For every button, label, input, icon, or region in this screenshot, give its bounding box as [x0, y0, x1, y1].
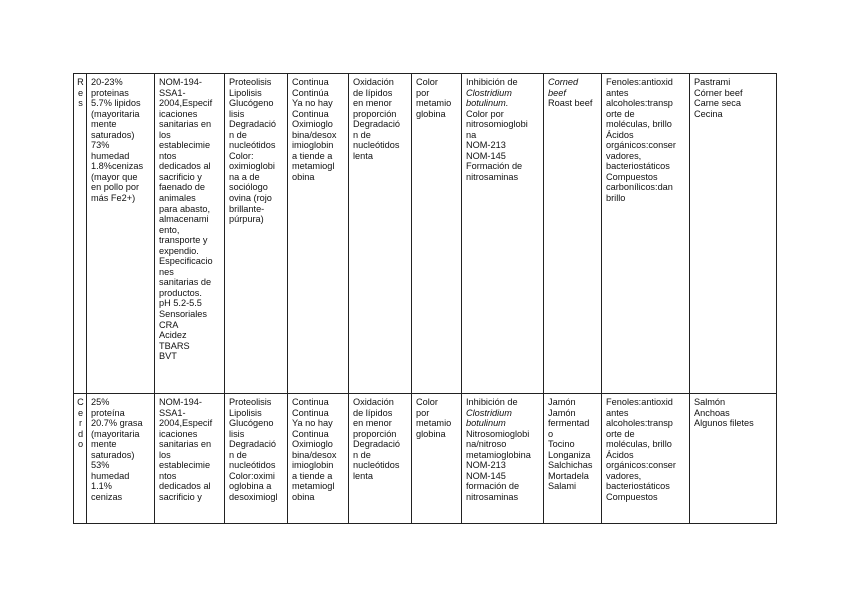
cell-text-line: Continua	[292, 397, 329, 407]
cell-text-line: a tiende a	[292, 470, 333, 481]
cell-text-line: Color:oximi	[229, 470, 275, 481]
cell-text-line: CRA	[159, 319, 179, 330]
cell-text-line: brillante-	[229, 203, 265, 214]
cell-text-line: Roast beef	[548, 98, 593, 109]
cell-text-line: NOM-213	[466, 140, 506, 151]
cell-text-line: en menor	[353, 98, 392, 109]
cell-text-line: Compuestos	[606, 171, 658, 182]
products-cell	[544, 74, 602, 394]
cell-text-line: icaciones	[159, 108, 198, 119]
cell-text-line: Anchoas	[694, 407, 730, 418]
biochemical-changes-cell	[225, 74, 288, 394]
cell-text-line: Algunos filetes	[694, 418, 754, 429]
cell-text-line: e	[77, 87, 84, 98]
cell-text-line: Fenoles:antioxid	[606, 397, 673, 407]
cell-text-line: productos.	[159, 287, 202, 298]
cell-text-line: Color	[416, 397, 438, 407]
cell-text-line: botulinum	[466, 418, 506, 429]
cell-text-line: na a de	[229, 171, 260, 182]
cell-text-line: NOM-145	[466, 470, 506, 481]
cell-text-line: saturados)	[91, 449, 135, 460]
table-body	[74, 74, 777, 524]
smoked-products-cell	[690, 394, 777, 524]
cell-text-line: dedicados al	[159, 481, 211, 492]
cell-text-line: orgánicos:conser	[606, 140, 676, 151]
cell-text-line: Salchichas	[548, 460, 593, 471]
cell-text-line: orte de	[606, 428, 635, 439]
cell-text-line: oximioglobi	[229, 161, 275, 172]
cell-text-line: nitrosaminas	[466, 491, 519, 502]
cell-text-line: Salami	[548, 481, 577, 492]
cell-text-line: nes	[159, 266, 174, 277]
cell-text-line: 73%	[91, 140, 110, 151]
cell-text-line: bacteriostáticos	[606, 161, 670, 172]
cell-text-line: transporte y	[159, 235, 208, 246]
cell-text-line: Glucógeno	[229, 98, 274, 109]
cell-text-line: alcoholes:transp	[606, 98, 673, 109]
cell-text-line: metamio	[416, 418, 452, 429]
regulation-cell	[155, 394, 225, 524]
cell-text-line: orgánicos:conser	[606, 460, 676, 471]
cell-text-line: Proteolisis	[229, 397, 272, 407]
cell-text-line: (mayoritaria	[91, 108, 140, 119]
cell-text-line: botulinum.	[466, 98, 509, 109]
cell-text-line: Glucógeno	[229, 418, 274, 429]
cell-text-line: animales	[159, 193, 196, 204]
cell-text-line: sanitarias en	[159, 119, 212, 130]
cell-text-line: brillo	[606, 193, 626, 204]
cell-text-line: Continua	[292, 108, 329, 119]
cell-text-line: de lípidos	[353, 87, 393, 98]
cell-text-line: sociólogo	[229, 182, 268, 193]
cell-text-line: Cecina	[694, 108, 723, 119]
cell-text-line: fermentad	[548, 418, 590, 429]
cell-text-line: bina/desox	[292, 449, 337, 460]
cell-text-line: Pastrami	[694, 77, 731, 87]
cell-text-line: 1.1%	[91, 481, 112, 492]
cell-text-line: establecimie	[159, 460, 211, 471]
cell-text-line: orte de	[606, 108, 635, 119]
cell-text-line: NOM-194-	[159, 77, 202, 87]
cell-text-line: Longaniza	[548, 449, 591, 460]
cell-text-line: 5.7% lipidos	[91, 98, 141, 109]
cell-text-line: nucleótidos	[353, 460, 400, 471]
cell-text-line: Inhibición de	[466, 77, 518, 87]
cell-text-line: Jamón	[548, 397, 576, 407]
cell-text-line: metamiogl	[292, 481, 335, 492]
cell-text-line: SSA1-	[159, 407, 186, 418]
cell-text-line: Color:	[229, 150, 254, 161]
cell-text-line: obina	[292, 491, 315, 502]
cell-text-line: mente	[91, 439, 117, 450]
cell-text-line: proporción	[353, 428, 397, 439]
cell-text-line: (mayoritaria	[91, 428, 140, 439]
cell-text-line: 53%	[91, 460, 110, 471]
cell-text-line: o	[77, 439, 84, 450]
cell-text-line: carbonílicos:dan	[606, 182, 673, 193]
cell-text-line: Córner beef	[694, 87, 743, 98]
regulation-cell	[155, 74, 225, 394]
cell-text-line: mente	[91, 119, 117, 130]
cell-text-line: proteinas	[91, 87, 129, 98]
cell-text-line: Color por	[466, 108, 504, 119]
cell-text-line: antes	[606, 87, 629, 98]
cell-text-line: moléculas, brillo	[606, 439, 672, 450]
cell-text-line: n de	[353, 449, 371, 460]
cell-text-line: obina	[292, 171, 315, 182]
cell-text-line: Oxidación	[353, 77, 394, 87]
cell-text-line: na/nitroso	[466, 439, 507, 450]
cell-text-line: para abasto,	[159, 203, 211, 214]
cell-text-line: Ácidos	[606, 449, 634, 460]
cell-text-line: más Fe2+)	[91, 193, 136, 204]
cell-text-line: Oximioglo	[292, 119, 333, 130]
cell-text-line: Carne seca	[694, 98, 741, 109]
cell-text-line: Continua	[292, 428, 329, 439]
cell-text-line: imioglobin	[292, 460, 334, 471]
cell-text-line: 2004,Especif	[159, 418, 213, 429]
cell-text-line: cenizas	[91, 491, 123, 502]
cell-text-line: r	[78, 418, 83, 429]
smoke-compounds-cell	[602, 394, 690, 524]
cell-text-line: n de	[229, 129, 247, 140]
cell-text-line: por	[416, 407, 430, 418]
cell-text-line: Formación de	[466, 161, 523, 172]
cell-text-line: Acidez	[159, 330, 187, 341]
cell-text-line: los	[159, 449, 171, 460]
cell-text-line: Salmón	[694, 397, 726, 407]
cell-text-line: SSA1-	[159, 87, 186, 98]
cell-text-line: nucleótidos	[229, 460, 276, 471]
cell-text-line: establecimie	[159, 140, 211, 151]
color-cell	[412, 394, 462, 524]
products-cell	[544, 394, 602, 524]
additive-effects-cell	[462, 74, 544, 394]
cell-text-line: faenado de	[159, 182, 205, 193]
smoked-products-cell	[690, 74, 777, 394]
cell-text-line: dedicados al	[159, 161, 211, 172]
cell-text-line: o	[548, 428, 554, 439]
color-cell	[412, 74, 462, 394]
cell-text-line: bacteriostáticos	[606, 481, 670, 492]
cell-text-line: beef	[548, 87, 566, 98]
cell-text-line: almacenami	[159, 214, 209, 225]
cell-text-line: Degradació	[353, 119, 400, 130]
table-row-cerdo	[74, 394, 777, 524]
cell-text-line: icaciones	[159, 428, 198, 439]
cell-text-line: desoximiogl	[229, 491, 278, 502]
cell-text-line: R	[77, 77, 84, 87]
cell-text-line: proporción	[353, 108, 397, 119]
cell-text-line: 20.7% grasa	[91, 418, 143, 429]
table-row-res	[74, 74, 777, 394]
composition-cell	[87, 394, 155, 524]
cell-text-line: nucleótidos	[229, 140, 276, 151]
cell-text-line: sacrificio y	[159, 171, 202, 182]
cell-text-line: globina	[416, 108, 446, 119]
cell-text-line: oglobina a	[229, 481, 272, 492]
cell-text-line: a tiende a	[292, 150, 333, 161]
cell-text-line: n de	[229, 449, 247, 460]
cell-text-line: en menor	[353, 418, 392, 429]
cell-text-line: imioglobin	[292, 140, 334, 151]
cell-text-line: los	[159, 129, 171, 140]
cell-text-line: Degradació	[229, 439, 276, 450]
continued-changes-cell	[288, 74, 349, 394]
cell-text-line: Jamón	[548, 407, 576, 418]
cell-text-line: ento,	[159, 224, 180, 235]
cell-text-line: Color	[416, 77, 438, 87]
cell-text-line: metamioglobina	[466, 449, 531, 460]
cell-text-line: lisis	[229, 108, 245, 119]
cell-text-line: expendio.	[159, 245, 199, 256]
cell-text-line: 2004,Especif	[159, 98, 213, 109]
meat-type-cell	[74, 394, 87, 524]
cell-text-line: Ya no hay	[292, 98, 333, 109]
cell-text-line: e	[77, 407, 84, 418]
meat-type-cell	[74, 74, 87, 394]
cell-text-line: Clostridium	[466, 87, 512, 98]
cell-text-line: metamiogl	[292, 161, 335, 172]
cell-text-line: NOM-213	[466, 460, 506, 471]
cell-text-line: púrpura)	[229, 214, 264, 225]
cell-text-line: lisis	[229, 428, 245, 439]
cell-text-line: sanitarias en	[159, 439, 212, 450]
cell-text-line: ntos	[159, 470, 177, 481]
cell-text-line: Lipolisis	[229, 407, 262, 418]
cell-text-line: Tocino	[548, 439, 575, 450]
smoke-compounds-cell	[602, 74, 690, 394]
cell-text-line: nitrosomioglobi	[466, 119, 528, 130]
cell-text-line: antes	[606, 407, 629, 418]
cell-text-line: C	[77, 397, 84, 407]
cell-text-line: Oxidación	[353, 397, 394, 407]
cell-text-line: Corned	[548, 77, 579, 87]
additive-effects-cell	[462, 394, 544, 524]
cell-text-line: moléculas, brillo	[606, 119, 672, 130]
cell-text-line: por	[416, 87, 430, 98]
cell-text-line: Oximioglo	[292, 439, 333, 450]
biochemical-changes-cell	[225, 394, 288, 524]
cell-text-line: alcoholes:transp	[606, 418, 673, 429]
cell-text-line: n de	[353, 129, 371, 140]
cell-text-line: 25%	[91, 397, 110, 407]
cell-text-line: de lípidos	[353, 407, 393, 418]
cell-text-line: nitrosaminas	[466, 171, 519, 182]
cell-text-line: Ácidos	[606, 129, 634, 140]
cell-text-line: globina	[416, 428, 446, 439]
cell-text-line: lenta	[353, 470, 373, 481]
cell-text-line: Proteolisis	[229, 77, 272, 87]
cell-text-line: Continúa	[292, 87, 329, 98]
cell-text-line: nucleótidos	[353, 140, 400, 151]
meat-characteristics-table	[73, 73, 777, 524]
cell-text-line: en pollo por	[91, 182, 140, 193]
cell-text-line: s	[78, 98, 83, 109]
cell-text-line: bina/desox	[292, 129, 337, 140]
cell-text-line: Continua	[292, 77, 329, 87]
cell-text-line: humedad	[91, 470, 130, 481]
cell-text-line: pH 5.2-5.5	[159, 298, 202, 309]
cell-text-line: Degradació	[229, 119, 276, 130]
cell-text-line: Ya no hay	[292, 418, 333, 429]
cell-text-line: Continua	[292, 407, 329, 418]
cell-text-line: na	[466, 129, 477, 140]
cell-text-line: formación de	[466, 481, 520, 492]
oxidation-cell	[349, 74, 412, 394]
cell-text-line: NOM-145	[466, 150, 506, 161]
cell-text-line: humedad	[91, 150, 130, 161]
cell-text-line: (mayor que	[91, 171, 138, 182]
cell-text-line: saturados)	[91, 129, 135, 140]
cell-text-line: sacrificio y	[159, 491, 202, 502]
cell-text-line: vadores,	[606, 470, 642, 481]
cell-text-line: Mortadela	[548, 470, 589, 481]
cell-text-line: vadores,	[606, 150, 642, 161]
cell-text-line: Lipolisis	[229, 87, 262, 98]
cell-text-line: metamio	[416, 98, 452, 109]
cell-text-line: Inhibición de	[466, 397, 518, 407]
cell-text-line: 1.8%cenizas	[91, 161, 144, 172]
cell-text-line: Compuestos	[606, 491, 658, 502]
cell-text-line: 20-23%	[91, 77, 123, 87]
cell-text-line: Fenoles:antioxid	[606, 77, 673, 87]
composition-cell	[87, 74, 155, 394]
cell-text-line: TBARS	[159, 340, 190, 351]
cell-text-line: Nitrosomioglobi	[466, 428, 530, 439]
cell-text-line: sanitarias de	[159, 277, 212, 288]
continued-changes-cell	[288, 394, 349, 524]
cell-text-line: ntos	[159, 150, 177, 161]
oxidation-cell	[349, 394, 412, 524]
cell-text-line: ovina (rojo	[229, 193, 272, 204]
cell-text-line: Clostridium	[466, 407, 512, 418]
cell-text-line: lenta	[353, 150, 373, 161]
cell-text-line: Sensoriales	[159, 309, 208, 320]
cell-text-line: d	[77, 428, 84, 439]
cell-text-line: Degradació	[353, 439, 400, 450]
cell-text-line: BVT	[159, 351, 177, 362]
cell-text-line: proteína	[91, 407, 125, 418]
cell-text-line: Especificacio	[159, 256, 213, 267]
cell-text-line: NOM-194-	[159, 397, 202, 407]
